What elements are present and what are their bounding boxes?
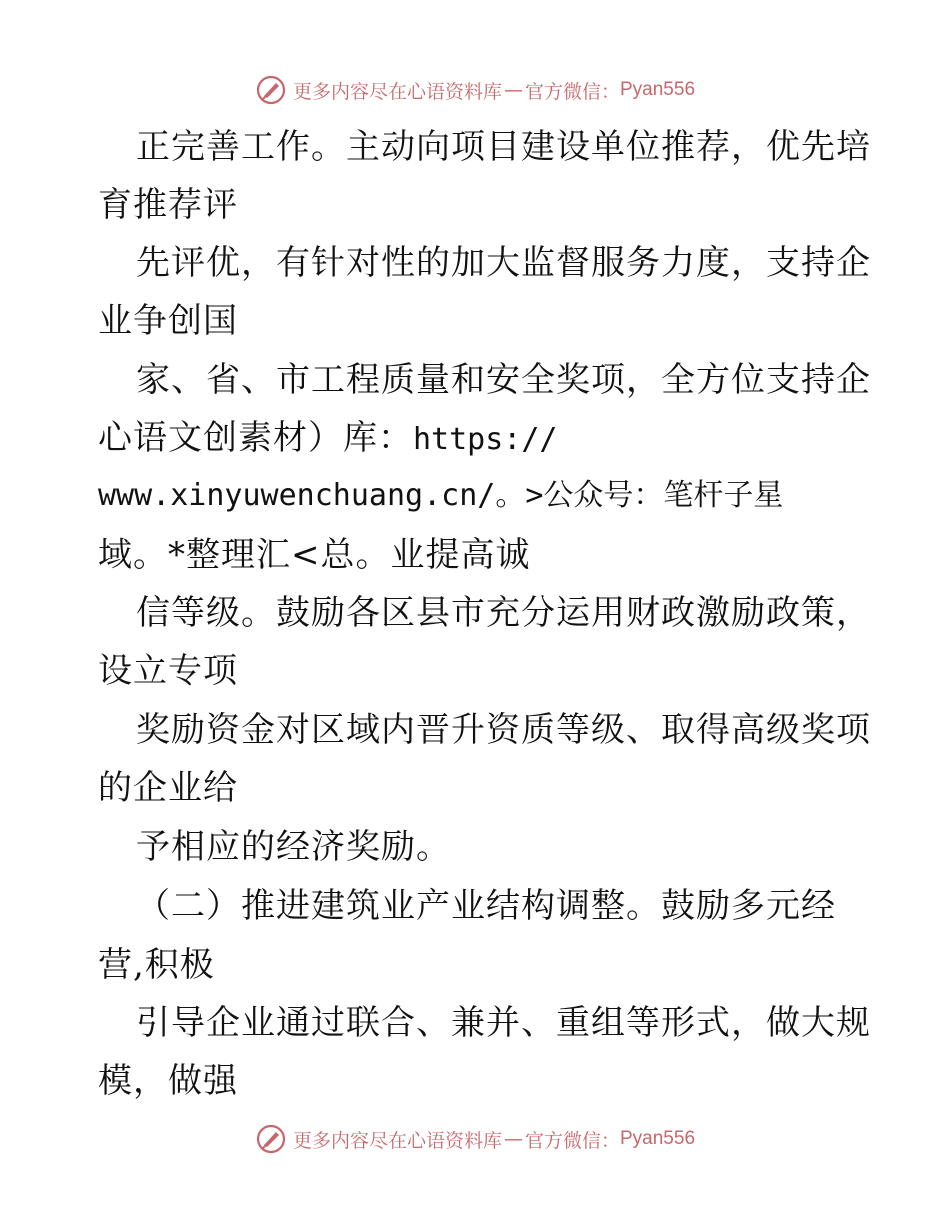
banner-text: 更多内容尽在心语资料库	[292, 1129, 502, 1152]
body-line: 予相应的经济奖励。	[136, 827, 451, 867]
banner-dash: —	[503, 79, 523, 101]
body-line: 域。*整理汇<总。业提高诚	[98, 535, 531, 575]
body-line-url: www.xinyuwenchuang.cn/。>公众号：笔杆子星	[98, 478, 784, 513]
banner-dash: —	[503, 1128, 523, 1150]
banner-contact-handle: Pyan556	[620, 79, 696, 100]
body-line: 奖励资金对区域内晋升资质等级、取得高级奖项	[136, 710, 871, 750]
body-line: （二）推进建筑业产业结构调整。鼓励多元经	[136, 886, 836, 926]
body-line	[98, 409, 558, 467]
body-line: 信等级。鼓励各区县市充分运用财政激励政策，	[136, 593, 871, 633]
body-line: 引导企业通过联合、兼并、重组等形式，做大规	[136, 1003, 871, 1043]
body-line: 营,积极	[98, 945, 215, 985]
quill-pen-circle-icon	[255, 1123, 287, 1155]
body-line: 的企业给	[98, 768, 238, 808]
body-line: 设立专项	[98, 651, 238, 691]
body-line: 家、省、市工程质量和安全奖项，全方位支持企	[136, 360, 871, 400]
body-line: 业争创国	[98, 301, 238, 341]
banner-contact-label: 官方微信：	[524, 80, 620, 103]
quill-pen-circle-icon	[255, 74, 287, 106]
banner-contact-handle: Pyan556	[620, 1128, 696, 1149]
body-line: 育推荐评	[98, 185, 238, 225]
body-line: 模，做强	[98, 1061, 238, 1101]
body-line: 正完善工作。主动向项目建设单位推荐，优先培	[136, 127, 871, 167]
body-line-text: 心语文创素材）库：	[98, 418, 413, 458]
footer-banner	[0, 1121, 950, 1157]
banner-text: 更多内容尽在心语资料库	[292, 80, 502, 103]
url-fragment: https://	[413, 422, 558, 457]
banner-contact-label: 官方微信：	[524, 1129, 620, 1152]
header-banner	[0, 72, 950, 108]
body-line: 先评优，有针对性的加大监督服务力度，支持企	[136, 243, 871, 283]
